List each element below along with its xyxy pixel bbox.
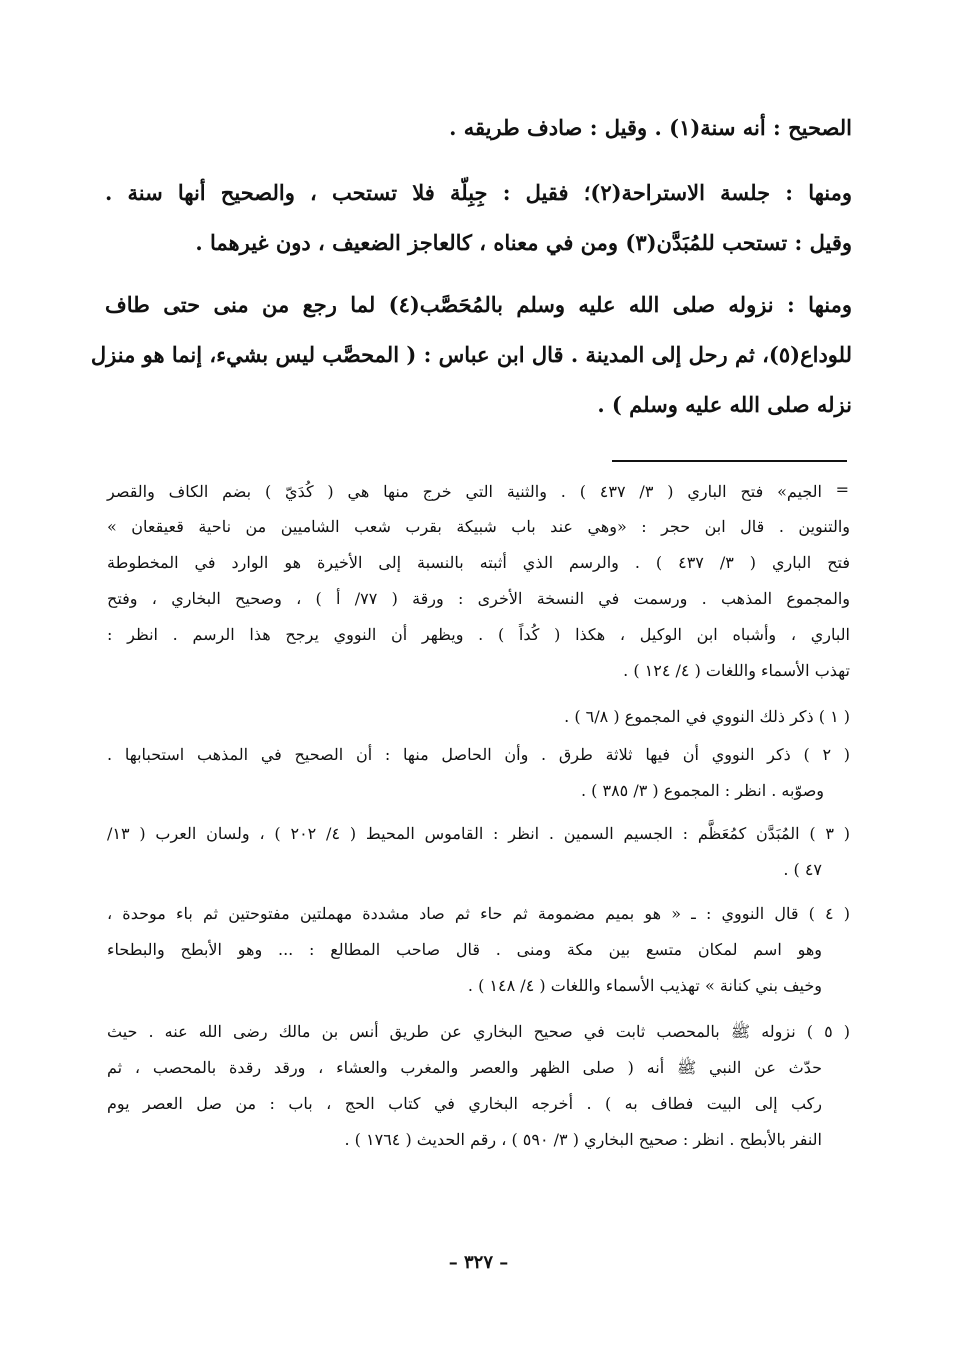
footnote-continued-line-3: فتح الباري ( ٣/ ٤٣٧ ) . والرسم الذي أثبته بالنسبة إلى الأخيرة هو الوارد في المخطوطة [107, 553, 851, 572]
paragraph-2-line-2: وقيل : تستحب للمُبَدَّن(٣) ومن في معناه ، كالعاجز الضعيف ، دون غيرهما . [195, 230, 852, 255]
footnote-continued-line-5: الباري ، وأشباه ابن الوكيل ، هكذا ( كُداً ) . ويظهر أن النووي يرجح هذا الرسم . انظر : [107, 625, 850, 644]
footnote-2-line-1: ( ٢ ) ذكر النووي أن فيها ثلاثة طرق . وأن الحاصل منها : أن الصحيح في المذهب استحبابها . [107, 745, 851, 764]
footnote-5-line-2: حدّث عن النبي ﷺ أنه ( صلى الظهر والعصر والمغرب والعشاء ، ورقد رقدة بالمحصب ، ثم [107, 1058, 822, 1077]
footnote-continued-line-6: تهذب الأسماء واللغات ( ٤/ ١٢٤ ) . [623, 661, 850, 680]
footnote-5-line-1: ( ٥ ) نزوله ﷺ بالمحصب ثابت في صحيح البخاري عن طريق أنس بن مالك رضى الله عنه . حيث [107, 1022, 851, 1041]
footnote-4-line-3: وخيف بني كنانة » تهذيب الأسماء واللغات ( ٤/ ١٤٨ ) . [467, 976, 822, 995]
footnote-separator [612, 460, 847, 462]
footnote-2-line-2: وصوّبه . انظر : المجموع ( ٣/ ٣٨٥ ) . [580, 781, 824, 800]
paragraph-1: الصحيح : أنه سنة(١) . وقيل : صادف طريقه . [449, 115, 852, 140]
footnote-5-line-3: ركب إلى البيت فطاف به ) . أخرجه البخاري في كتاب الحج ، باب : من صل العصر يوم [107, 1094, 822, 1113]
paragraph-2-line-1: ومنها : جلسة الاستراحة(٢)؛ فقيل : جِبِلّة فلا تستحب ، والصحيح أنها سنة . [105, 180, 852, 205]
footnote-continued-line-1: الجيم» فتح الباري ( ٣/ ٤٣٧ ) . والثنية التي خرج منها هي ( كُدَيّ ) بضم الكاف والقصر [107, 482, 823, 501]
footnote-5-line-4: النفر بالأبطح . انظر : صحيح البخاري ( ٣/ ٥٩٠ ) ، رقم الحديث ( ١٧٦٤ ) . [344, 1130, 822, 1149]
paragraph-3-line-3: نزله صلى الله عليه وسلم ) . [597, 392, 852, 417]
footnote-4-line-1: ( ٤ ) قال النووي : ـ « هو بميم مضمومة ثم حاء ثم صاد مشددة مهملتين مفتوحتين ثم باء موحدة ، [107, 904, 850, 923]
footnote-1: ( ١ ) ذكر ذلك النووي في المجموع ( ٦/٨ ) . [564, 707, 850, 726]
footnote-4-line-2: وهو اسم لمكان متسع بين مكة ومنى . قال صاحب المطالع : ... وهو الأبطح والبطحاء [107, 940, 822, 959]
paragraph-3-line-2: للوداع(٥)، ثم رحل إلى المدينة . قال ابن عباس : ( المحصَّب ليس بشيء، إنما هو منزل [90, 342, 852, 367]
footnote-3-line-1: ( ٣ ) المُبَدَّن كمُعَظَّم : الجسيم السمين . انظر : القاموس المحيط ( ٤/ ٢٠٢ ) ، ولسان العرب ( ١٣/ [107, 824, 851, 843]
footnote-3-line-2: ٤٧ ) . [783, 860, 822, 879]
footnote-continued-line-4: والمجموع المذهب . ورسمت في النسخة الأخرى : ورقة ( ٧٧/ أ ) ، وصحيح البخاري ، وفتح [107, 589, 851, 608]
page-number: – ٣٢٧ – [448, 1252, 509, 1273]
paragraph-3-line-1: ومنها : نزوله صلى الله عليه وسلم بالمُحَصَّب(٤) لما رجع من منى حتى طاف [105, 292, 852, 317]
footnote-continued-line-2: والتنوين . قال ابن حجر : «وهي عند باب شبيكة بقرب شعب الشاميين من ناحية قعيقعان » [107, 517, 850, 536]
continuation-marker: = [835, 480, 849, 499]
